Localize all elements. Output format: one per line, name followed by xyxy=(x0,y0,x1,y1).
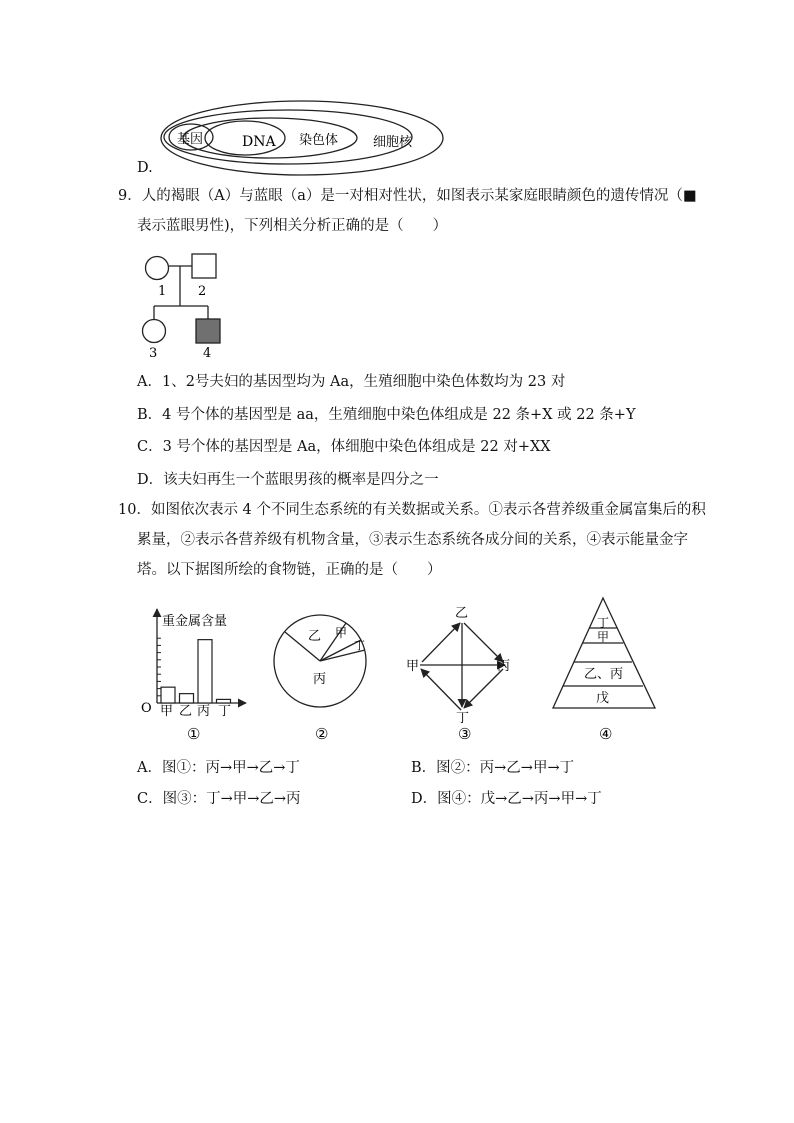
fig1-bar-chart xyxy=(141,609,246,743)
pedigree-number-1: 1 xyxy=(158,284,167,299)
pedigree-number-4: 4 xyxy=(203,346,212,361)
pedigree-number-3: 3 xyxy=(149,346,158,361)
fig1-y-label: 重金属含量 xyxy=(162,614,228,629)
q9-option-b: B．4 号个体的基因型是 aa，生殖细胞中染色体组成是 22 条+X 或 22 条+Y xyxy=(137,407,636,423)
q9-stem-line1: 9．人的褐眼（A）与蓝眼（a）是一对相对性状，如图表示某家庭眼睛颜色的遗传情况（■ xyxy=(118,188,697,204)
fig3-relation-diagram xyxy=(406,606,510,743)
fig4-level-yi-bing: 乙、丙 xyxy=(584,667,624,682)
fig3-label-bing: 丙 xyxy=(497,659,511,674)
fig4-level-wu: 戊 xyxy=(596,691,610,706)
fig2-label-bing: 丙 xyxy=(313,672,327,687)
fig4-caption: ④ xyxy=(599,725,613,743)
q10-stem-line1: 10．如图依次表示 4 个不同生态系统的有关数据或关系。①表示各营养级重金属富集后的积 xyxy=(118,502,706,518)
q9-stem-line2: 表示蓝眼男性)，下列相关分析正确的是（ ） xyxy=(137,218,448,234)
chromosome-label: 染色体 xyxy=(299,133,339,148)
fig3-caption: ③ xyxy=(458,725,472,743)
fig1-bar-4 xyxy=(217,699,231,703)
q9-option-a: A．1、2号夫妇的基因型均为 Aa，生殖细胞中染色体数均为 23 对 xyxy=(137,374,566,390)
fig3-arrow-yi-to-bing xyxy=(464,623,503,662)
fig3-label-ding: 丁 xyxy=(456,711,470,726)
q10-option-d: D．图④：戊→乙→丙→甲→丁 xyxy=(411,791,602,807)
fig1-x-label-jia: 甲 xyxy=(160,704,174,719)
fig2-label-jia: 甲 xyxy=(335,626,348,640)
fig1-bar-1 xyxy=(161,687,175,703)
q10-option-a: A．图①：丙→甲→乙→丁 xyxy=(137,760,300,776)
q10-option-c: C．图③：丁→甲→乙→丙 xyxy=(137,791,301,807)
fig2-label-ding: 丁 xyxy=(354,639,365,652)
q10-stem-line3: 塔。以下据图所绘的食物链，正确的是（ ） xyxy=(137,562,442,578)
fig1-bar-2 xyxy=(180,694,194,703)
fig3-label-yi: 乙 xyxy=(455,606,469,621)
fig3-arrow-jia-to-yi xyxy=(422,623,460,662)
q9-option-d: D．该夫妇再生一个蓝眼男孩的概率是四分之一 xyxy=(137,472,439,488)
fig1-x-label-yi: 乙 xyxy=(179,704,193,719)
fig4-energy-pyramid xyxy=(553,598,655,743)
fig1-x-label-ding: 丁 xyxy=(218,704,232,719)
fig2-pie-chart xyxy=(274,615,366,743)
fig4-level-jia: 甲 xyxy=(597,630,610,644)
fig3-arrow-ding-to-jia xyxy=(421,669,461,710)
fig1-caption: ① xyxy=(187,725,201,743)
fig1-x-label-bing: 丙 xyxy=(197,704,211,719)
fig3-label-jia: 甲 xyxy=(406,659,420,674)
fig3-arrow-bing-to-ding xyxy=(464,669,503,708)
fig2-label-yi: 乙 xyxy=(308,629,322,644)
gene-label: 基因 xyxy=(177,132,204,147)
fig2-caption: ② xyxy=(315,725,329,743)
fig4-level-ding: 丁 xyxy=(597,616,610,630)
dna-label: DNA xyxy=(242,134,276,150)
q9-option-c: C．3 号个体的基因型是 Aa，体细胞中染色体组成是 22 对+XX xyxy=(137,439,551,455)
q8-option-d-label: D. xyxy=(137,160,153,176)
q10-stem-line2: 累量，②表示各营养级有机物含量，③表示生态系统各成分间的关系，④表示能量金字 xyxy=(137,532,688,548)
pedigree-number-2: 2 xyxy=(198,284,207,299)
fig1-origin: O xyxy=(141,701,152,716)
q10-option-b: B．图②：丙→乙→甲→丁 xyxy=(411,760,575,776)
nucleus-label: 细胞核 xyxy=(373,135,413,150)
fig1-bar-3 xyxy=(198,640,212,703)
